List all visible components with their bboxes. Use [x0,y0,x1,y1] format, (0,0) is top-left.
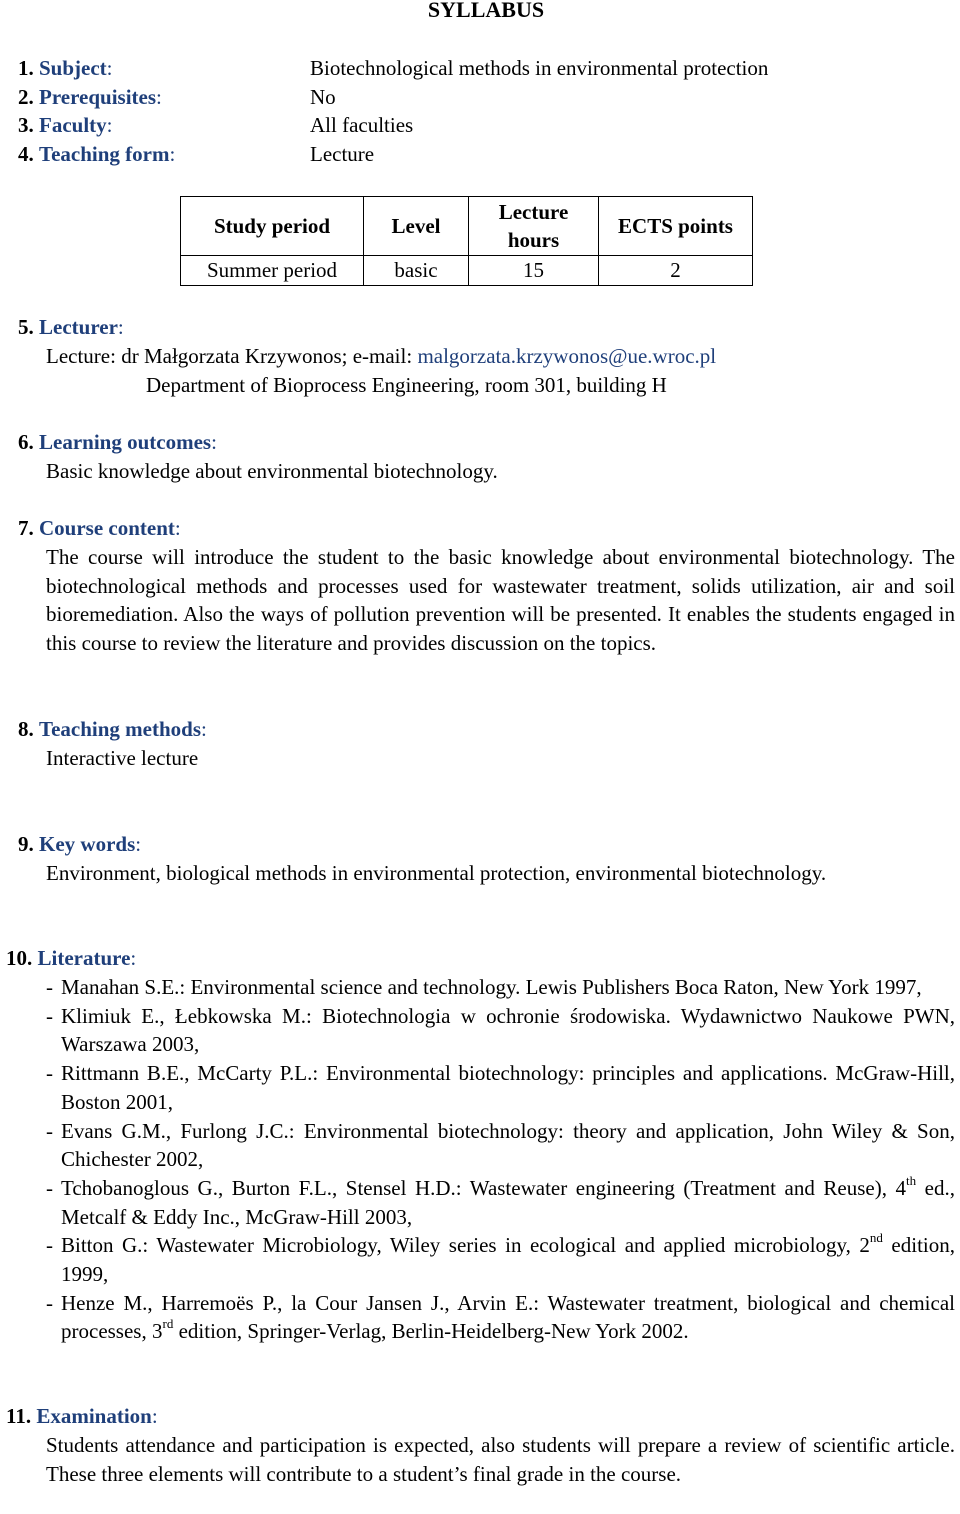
list-dash: - [46,1175,53,1200]
info-sep: : [169,142,176,167]
table-header-row [181,197,753,256]
section-sep: : [130,946,137,970]
lecturer-department: Department of Bioprocess Engineering, room 301, building H [146,373,667,397]
edition-superscript: rd [162,1316,174,1332]
section-sep: : [211,430,217,454]
section-num: 7. [18,516,34,540]
info-row-teaching-form [18,140,375,169]
study-period-table [180,196,753,286]
info-num: 1. [18,56,34,80]
table-header-cell: Study period [181,197,364,256]
section-sep: : [174,516,181,540]
course-info [18,54,769,169]
list-item [46,1231,955,1288]
lecturer-email-link[interactable]: malgorzata.krzywonos@ue.wroc.pl [417,344,717,368]
section-num: 5. [18,315,34,339]
section-label: Examination [36,1404,152,1428]
table-header-line: Lecture [498,200,569,224]
lecturer-name: Lecture: dr Małgorzata Krzywonos; e-mail: [46,344,418,368]
section-sep: : [117,315,124,339]
section-num: 6. [18,430,34,454]
section-label: Learning outcomes [39,430,212,454]
list-dash: - [46,1003,53,1028]
list-item [46,1002,955,1059]
list-dash: - [46,1233,53,1258]
table-row [181,256,753,286]
table-header-cell: Level [364,197,469,256]
info-label: Prerequisites [39,84,157,109]
reference-text: Manahan S.E.: Environmental science and technology. Lewis Publishers Boca Raton, New York 1997, [61,975,922,999]
reference-text: Rittmann B.E., McCarty P.L.: Environmental biotechnology: principles and applications. McGraw-Hill, Boston 2001, [61,1061,955,1114]
section-num: 9. [18,832,34,856]
info-sep: : [106,56,113,80]
table-cell: 2 [599,256,753,286]
section-heading-key-words [18,830,141,859]
info-row-faculty [18,111,414,140]
edition-superscript: nd [869,1230,883,1246]
list-dash: - [46,1061,53,1086]
table-cell: basic [364,256,469,286]
section-label: Literature [37,946,131,970]
list-item [46,1059,955,1116]
list-item [46,973,955,1002]
info-label: Subject [39,56,107,80]
reference-text: Henze M., Harremoës P., la Cour Jansen J., Arvin E.: Wastewater treatment, biological and chemical processes, 3 [61,1290,955,1344]
list-item [46,1117,955,1174]
teaching-methods-text: Interactive lecture [46,746,199,770]
info-value: No [310,84,336,109]
edition-superscript: th [906,1172,917,1188]
section-heading-teaching-methods [18,715,207,744]
literature-list [46,973,955,1346]
reference-text: Evans G.M., Furlong J.C.: Environmental biotechnology: theory and application, John Wiley & Son, Chichester 2002, [61,1118,955,1172]
table-cell: 15 [469,256,599,286]
section-num: 10. [6,946,33,970]
section-label: Key words [39,832,136,856]
section-label: Teaching methods [39,717,202,741]
list-dash: - [46,1290,53,1315]
section-sep: : [135,832,142,856]
info-num: 2. [18,84,34,109]
info-sep: : [106,113,113,138]
table-header-cell: ECTS points [599,197,753,256]
section-heading-literature [6,944,136,973]
table-header-cell [469,197,599,256]
table-header-line: hours [507,228,560,252]
section-heading-examination [6,1402,158,1431]
section-sep: : [151,1404,158,1428]
section-sep: : [201,717,207,741]
section-heading-course-content [18,514,181,543]
examination-text: Students attendance and participation is expected, also students will prepare a review of scientific article. These three elements will contribute to a student’s final grade in the course. [46,1433,955,1486]
info-row-subject [18,54,769,83]
info-row-prerequisites [18,83,336,112]
info-num: 3. [18,113,34,138]
info-value: Lecture [310,142,375,167]
list-item [46,1174,955,1231]
info-num: 4. [18,142,34,167]
section-label: Lecturer [39,315,118,339]
list-dash: - [46,1118,53,1143]
reference-text: Tchobanoglous G., Burton F.L., Stensel H.D.: Wastewater engineering (Treatment and Reuse), 4 [61,1175,906,1200]
reference-text-cont: edition, 1999, [61,1233,955,1287]
learning-outcomes-text: Basic knowledge about environmental biotechnology. [46,459,498,483]
info-value: All faculties [310,113,414,138]
section-heading-learning-outcomes [18,428,217,457]
reference-text: Klimiuk E., Łebkowska M.: Biotechnologia w ochronie środowiska. Wydawnictwo Naukowe PWN, Warszawa 2003, [61,1003,955,1057]
section-num: 8. [18,717,34,741]
section-heading-lecturer [18,313,124,342]
page-title: SYLLABUS [427,0,545,22]
info-label: Teaching form [39,142,170,167]
info-value: Biotechnological methods in environmental protection [310,56,769,80]
section-label: Course content [39,516,175,540]
section-num: 11. [6,1404,32,1428]
list-item [46,1289,955,1346]
info-label: Faculty [39,113,107,138]
reference-text-cont: ed., Metcalf & Eddy Inc., McGraw-Hill 2003, [61,1175,955,1229]
key-words-text: Environment, biological methods in environmental protection, environmental biotechnology. [46,861,827,885]
table-cell: Summer period [181,256,364,286]
course-content-text: The course will introduce the student to the basic knowledge about environmental biotechnology. The biotechnological methods and processes used for wastewater treatment, solids utilization, air and soil bioremediation. Also the ways of pollution prevention will be presented. It enables the students engaged in this course to review the literature and provides discussion on the topics. [46,545,955,656]
list-dash: - [46,975,53,999]
info-sep: : [156,84,162,109]
lecturer-line [46,342,716,371]
reference-text-cont: edition, Springer-Verlag, Berlin-Heidelberg-New York 2002. [173,1319,689,1344]
reference-text: Bitton G.: Wastewater Microbiology, Wiley series in ecological and applied microbiology, 2 [61,1233,870,1258]
